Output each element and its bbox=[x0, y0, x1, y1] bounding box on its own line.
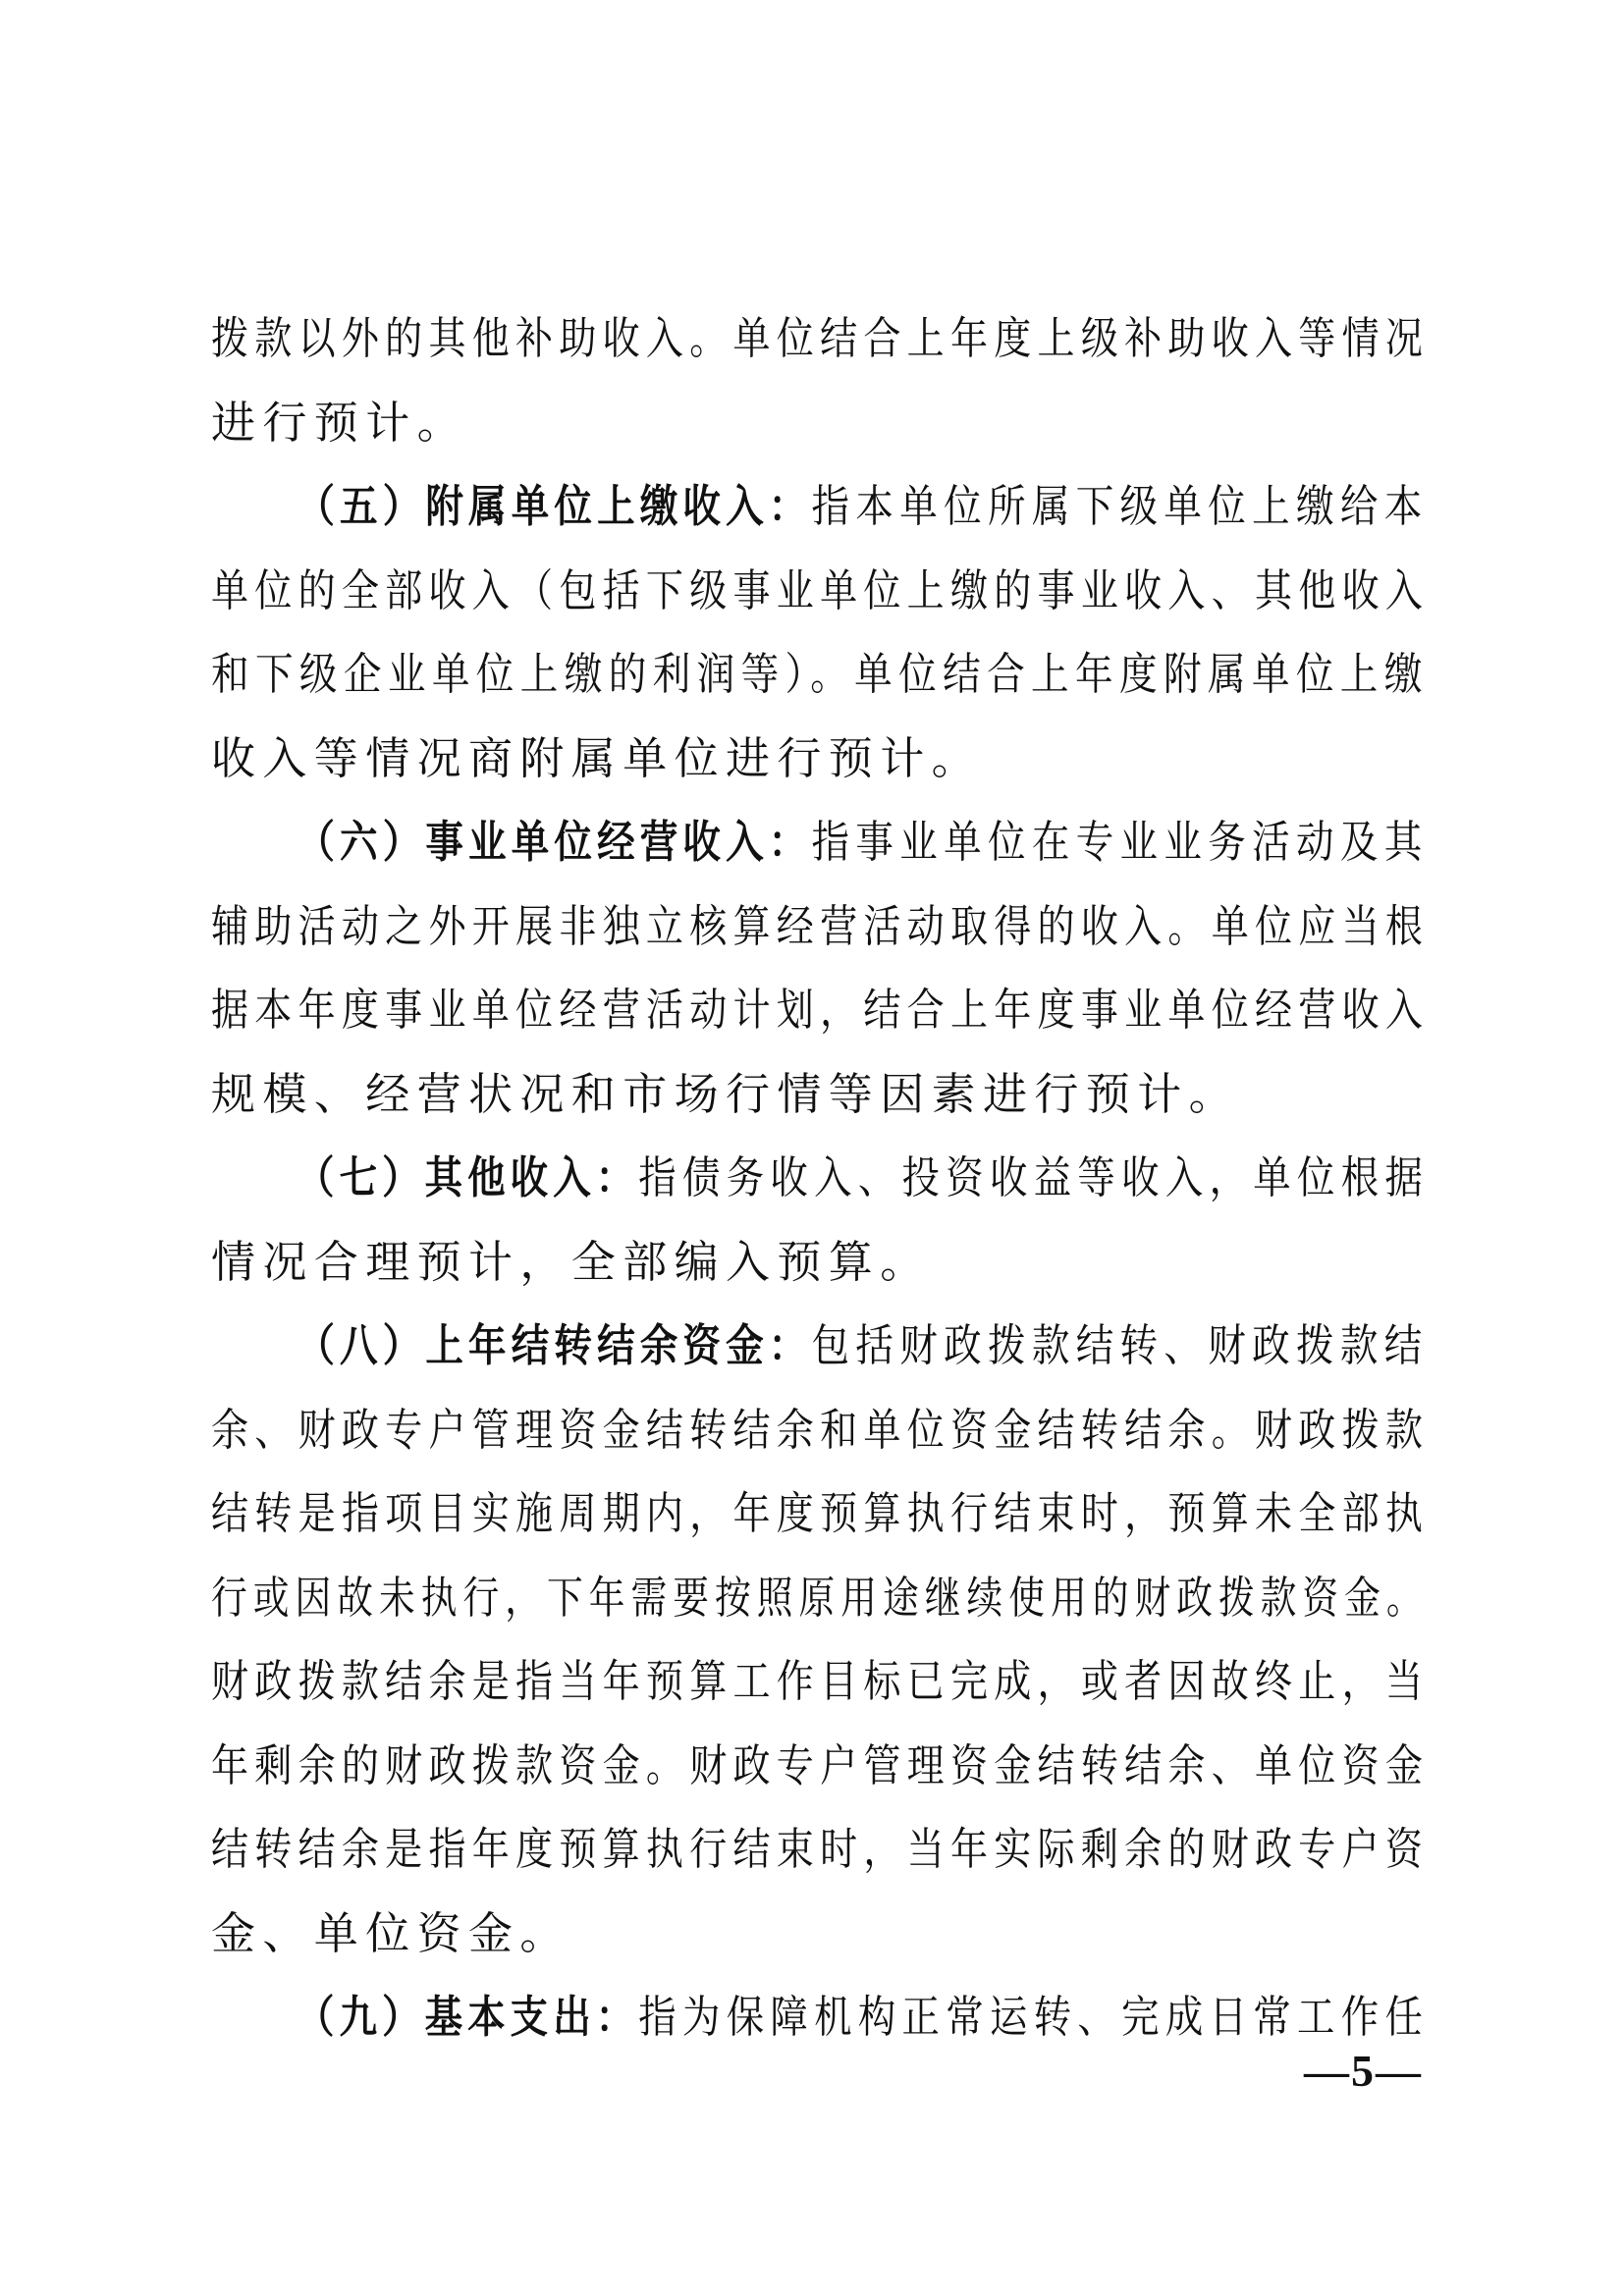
text-line bbox=[211, 640, 1429, 724]
text-line bbox=[211, 1396, 1430, 1480]
line-text: 指本单位所属下级单位上缴给本 bbox=[811, 480, 1429, 532]
line-text: 余、财政专户管理资金结转结余和单位资金结转结余。财政拨款 bbox=[211, 1403, 1430, 1456]
text-line bbox=[211, 1060, 1429, 1145]
document-body bbox=[211, 304, 1429, 2067]
text-line bbox=[211, 557, 1430, 641]
text-line bbox=[211, 1732, 1430, 1816]
line-text: 指为保障机构正常运转、完成日常工作任 bbox=[638, 1991, 1430, 2043]
line-text: 财政拨款结余是指当年预算工作目标已完成，或者因故终止，当 bbox=[211, 1655, 1430, 1707]
line-text: 和下级企业单位上缴的利润等）。单位结合上年度附属单位上缴 bbox=[211, 648, 1429, 700]
text-line bbox=[211, 892, 1430, 977]
line-text: 拨款以外的其他补助收入。单位结合上年度上级补助收入等情况 bbox=[211, 312, 1430, 364]
text-line bbox=[211, 1564, 1429, 1648]
section-heading-line bbox=[211, 808, 1429, 892]
text-line bbox=[211, 976, 1430, 1060]
text-line bbox=[211, 1647, 1430, 1732]
line-text: 包括财政拨款结转、财政拨款结 bbox=[811, 1319, 1429, 1371]
section-heading-9: （九）基本支出： bbox=[297, 1991, 639, 2043]
section-heading-line bbox=[211, 1144, 1430, 1228]
line-text: 单位的全部收入（包括下级事业单位上缴的事业收入、其他收入 bbox=[211, 563, 1430, 616]
section-heading-7: （七）其他收入： bbox=[297, 1151, 639, 1203]
line-text: 指事业单位在专业业务活动及其 bbox=[811, 816, 1429, 868]
text-line bbox=[211, 304, 1430, 389]
text-line bbox=[211, 1228, 1429, 1312]
line-text: 结转结余是指年度预算执行结束时，当年实际剩余的财政专户资 bbox=[211, 1823, 1430, 1875]
section-heading-line bbox=[211, 472, 1429, 557]
line-text: 年剩余的财政拨款资金。财政专户管理资金结转结余、单位资金 bbox=[211, 1738, 1430, 1791]
text-line bbox=[211, 389, 1429, 473]
section-heading-line bbox=[211, 1983, 1430, 2067]
line-text: 进行预计。 bbox=[211, 396, 469, 449]
line-text: 结转是指项目实施周期内，年度预算执行结束时，预算未全部执 bbox=[211, 1487, 1430, 1539]
text-line bbox=[211, 1899, 1429, 1984]
line-text: 规模、经营状况和市场行情等因素进行预计。 bbox=[211, 1067, 1241, 1120]
text-line bbox=[211, 1815, 1430, 1899]
section-heading-line bbox=[211, 1311, 1429, 1396]
section-heading-5: （五）附属单位上缴收入： bbox=[297, 480, 812, 532]
line-text: 据本年度事业单位经营活动计划，结合上年度事业单位经营收入 bbox=[211, 984, 1430, 1036]
page-number: —5— bbox=[1304, 2046, 1423, 2096]
text-line bbox=[211, 1479, 1430, 1564]
line-text: 行或因故未执行，下年需要按照原用途继续使用的财政拨款资金。 bbox=[211, 1571, 1429, 1624]
section-heading-6: （六）事业单位经营收入： bbox=[297, 816, 812, 868]
section-heading-8: （八）上年结转结余资金： bbox=[297, 1319, 812, 1371]
line-text: 辅助活动之外开展非独立核算经营活动取得的收入。单位应当根 bbox=[211, 899, 1430, 952]
line-text: 指债务收入、投资收益等收入，单位根据 bbox=[638, 1151, 1430, 1203]
line-text: 收入等情况商附属单位进行预计。 bbox=[211, 731, 984, 784]
line-text: 情况合理预计，全部编入预算。 bbox=[211, 1235, 932, 1288]
text-line bbox=[211, 724, 1429, 809]
line-text: 金、单位资金。 bbox=[211, 1906, 571, 1959]
